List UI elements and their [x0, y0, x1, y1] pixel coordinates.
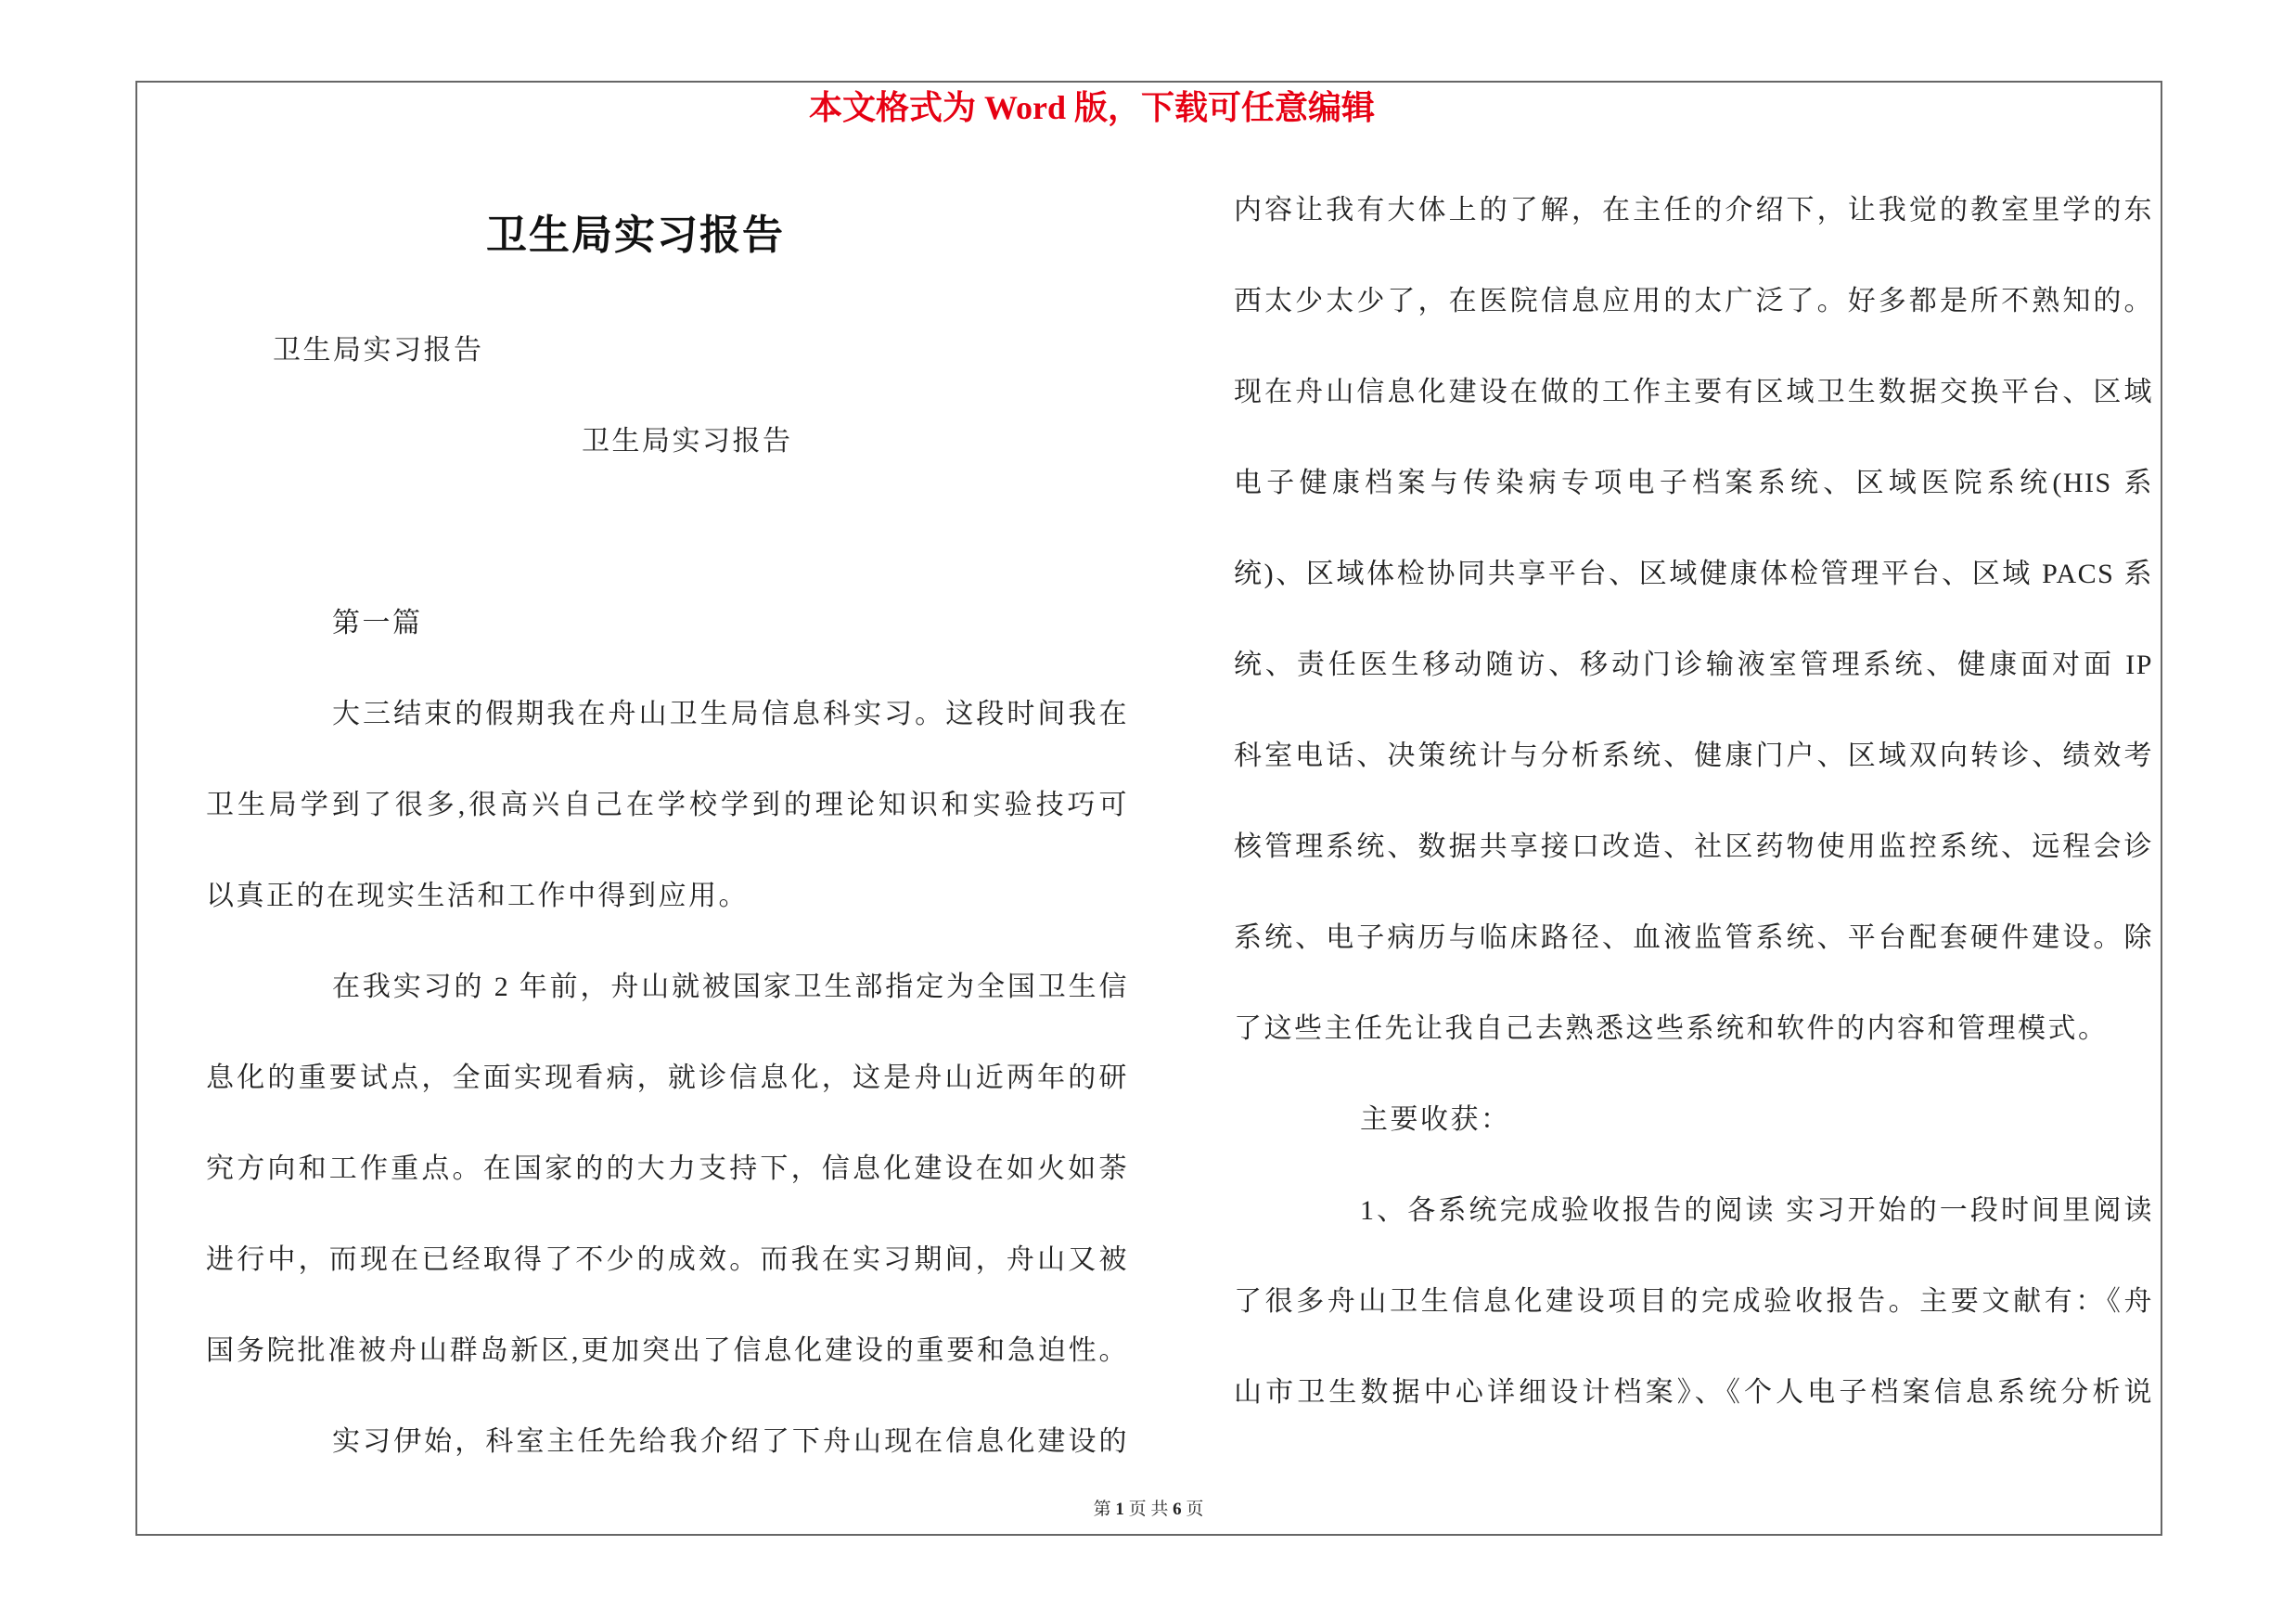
text-line: 究方向和工作重点。在国家的的大力支持下，信息化建设在如火如荼 — [206, 1153, 1128, 1184]
text-line: 息化的重要试点，全面实现看病，就诊信息化，这是舟山近两年的研 — [206, 1063, 1128, 1093]
paragraph — [1234, 165, 2153, 1075]
subtitle-centered: 卫生局实习报告 — [582, 426, 793, 457]
total-page-count: 6 — [1173, 1500, 1182, 1519]
text-line: 卫生局学到了很多,很高兴自己在学校学到的理论知识和实验技巧可 — [206, 790, 1128, 820]
text-line: 大三结束的假期我在舟山卫生局信息科实习。这段时间我在 — [332, 699, 1128, 729]
text-line: 统、责任医生移动随访、移动门诊输液室管理系统、健康面对面 IP — [1234, 650, 2153, 680]
left-column — [206, 305, 1128, 1488]
paragraph — [1234, 1075, 2153, 1166]
text-line-heading: 主要收获： — [1360, 1104, 1511, 1135]
paragraph — [1234, 1166, 2153, 1438]
text-line: 统)、区域体检协同共享平台、区域健康体检管理平台、区域 PACS 系 — [1234, 559, 2153, 589]
document-title: 卫生局实习报告 — [486, 213, 785, 258]
text-line: 实习伊始，科室主任先给我介绍了下舟山现在信息化建设的 — [332, 1426, 1128, 1457]
text-line: 现在舟山信息化建设在做的工作主要有区域卫生数据交换平台、区域 — [1234, 377, 2153, 407]
text-line: 以真正的在现实生活和工作中得到应用。 — [206, 881, 749, 911]
right-column — [1234, 165, 2153, 1438]
page-footer — [0, 1499, 2296, 1521]
text-line: 进行中，而现在已经取得了不少的成效。而我在实习期间，舟山又被 — [206, 1244, 1128, 1275]
text-line: 在我实习的 2 年前，舟山就被国家卫生部指定为全国卫生信 — [332, 972, 1128, 1002]
text-line: 西太少太少了，在医院信息应用的太广泛了。好多都是所不熟知的。 — [1234, 286, 2153, 316]
blank-line — [206, 487, 1128, 578]
text-line: 1、各系统完成验收报告的阅读 实习开始的一段时间里阅读 — [1360, 1195, 2153, 1226]
text-line: 科室电话、决策统计与分析系统、健康门户、区域双向转诊、绩效考 — [1234, 741, 2153, 771]
paragraph — [206, 942, 1128, 1397]
page-label-suffix: 页 — [1186, 1500, 1204, 1519]
page-label-middle: 页 共 — [1128, 1500, 1169, 1519]
format-notice-banner: 本文格式为 Word 版，下载可任意编辑 — [809, 89, 1376, 126]
text-line: 了这些主任先让我自己去熟悉这些系统和软件的内容和管理模式。 — [1234, 1013, 2109, 1044]
text-line: 内容让我有大体上的了解，在主任的介绍下，让我觉的教室里学的东 — [1234, 195, 2153, 225]
page-label-prefix: 第 — [1093, 1500, 1111, 1519]
text-line: 山市卫生数据中心详细设计档案》、《个人电子档案信息系统分析说 — [1234, 1377, 2153, 1408]
current-page-number: 1 — [1115, 1500, 1124, 1519]
section-heading: 第一篇 — [332, 608, 423, 638]
text-line: 了很多舟山卫生信息化建设项目的完成验收报告。主要文献有：《舟 — [1234, 1286, 2153, 1317]
text-line: 核管理系统、数据共享接口改造、社区药物使用监控系统、远程会诊 — [1234, 831, 2153, 862]
text-line: 国务院批准被舟山群岛新区,更加突出了信息化建设的重要和急迫性。 — [206, 1335, 1128, 1366]
paragraph — [206, 1397, 1128, 1488]
subtitle: 卫生局实习报告 — [273, 335, 484, 366]
paragraph — [206, 669, 1128, 942]
text-line: 系统、电子病历与临床路径、血液监管系统、平台配套硬件建设。除 — [1234, 922, 2153, 953]
text-line: 电子健康档案与传染病专项电子档案系统、区域医院系统(HIS 系 — [1234, 468, 2153, 498]
